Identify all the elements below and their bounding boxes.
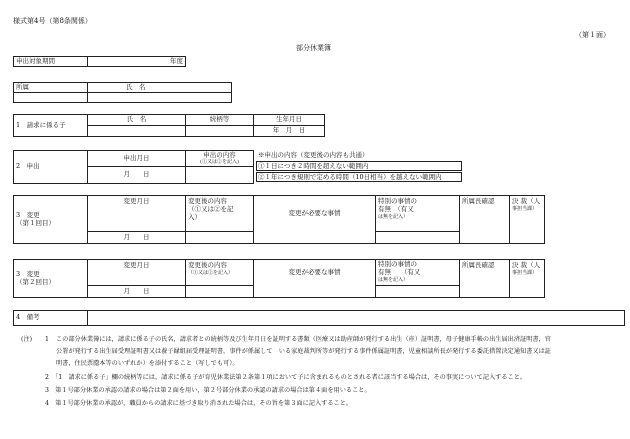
notes-prefix: (注) — [21, 336, 33, 343]
section2-label: 2 申出 — [14, 151, 88, 184]
section1-table — [13, 114, 325, 137]
child-relation-value[interactable] — [186, 126, 254, 137]
change2-chief-header: 所属長確認 — [460, 260, 510, 298]
period-table — [13, 56, 186, 67]
change2-content-header-l2: （①又は②を記入） — [188, 269, 234, 276]
change1-special-l3: は無を記入） — [378, 213, 409, 220]
remarks-label: 4 備考 — [14, 311, 88, 326]
note-1-line-1: この部分休業簿には，請求に係る子の氏名，請求者との続柄等及び生年月日を証明する書類（医療又は助産師が発行する出生（産）証明書，母子健康手帳の出生届出済証明書，官 — [56, 336, 551, 343]
change1-special-l2: 有無 （有又 — [378, 204, 414, 213]
change1-label-line1: 3 変更 — [16, 210, 40, 219]
change1-date-header: 変更月日 — [88, 196, 186, 232]
child-name-header: 氏 名 — [88, 115, 186, 126]
affiliation-label: 所属 — [14, 83, 88, 93]
change1-label-cell — [14, 196, 88, 244]
change1-content-header-l3: 入） — [188, 212, 201, 221]
change2-reason-header: 変更が必要な事情 — [254, 260, 376, 298]
request-content-header-cell — [186, 151, 254, 167]
request-date-value[interactable]: 月 日 — [88, 167, 186, 184]
section4-table — [13, 310, 625, 326]
note-1-line-2: 公署が発行する出生届受理証明書又は養子縁組届受理証明書，事件が係属して いる家庭裁判所等が発行する事件係属証明書，児童相談所長が発行する委託措置決定通知書又は証 — [56, 348, 551, 355]
note-3: 3 第１号部分休業の承認の請求の場合は第２面を用い，第２号部分休業の承認の請求の場合は第４面を用いること。 — [45, 387, 371, 394]
section1-label: 1 請求に係る子 — [14, 115, 88, 137]
note-4: 4 第１号部分休業の承認が，職員からの請求に基づき取り消された場合は，その旨を第３面に記入すること。 — [45, 400, 353, 407]
section3-second-table — [13, 259, 545, 298]
affiliation-table — [13, 82, 232, 103]
change2-label-line1: 3 変更 — [16, 269, 40, 278]
request-option-1: ①１日につき２時間を超えない範囲内 — [258, 162, 369, 170]
page-title: 部分休業簿 — [296, 44, 331, 52]
change1-special-l1: 特別の事情の — [378, 197, 417, 205]
change1-content-header-l1: 変更後の内容 — [188, 197, 227, 205]
change1-decision-header: 決 裁（人 — [512, 197, 541, 205]
affiliation-value[interactable] — [14, 93, 88, 103]
request-option-2: ②１年につき規則で定める時間（10日相当）を越えない範囲内 — [258, 173, 442, 181]
change2-special-l2: 有無 （有又 — [378, 267, 421, 276]
child-name-value[interactable] — [88, 126, 186, 137]
remarks-value[interactable] — [88, 311, 625, 326]
change2-decision-sub: 事担当課） — [512, 269, 538, 276]
change2-special-l1: 特別の事情の — [378, 260, 417, 268]
change1-chief-header: 所属長確認 — [460, 196, 510, 244]
change1-content-value[interactable] — [186, 232, 254, 244]
change2-content-header-l1: 変更後の内容 — [188, 261, 227, 269]
change1-special-value[interactable] — [376, 232, 460, 244]
change1-reason-header: 変更が必要な事情 — [254, 196, 376, 244]
request-content-header: 申出の内容 — [203, 150, 236, 159]
period-label: 申出対象期間 — [14, 57, 88, 67]
request-content-value[interactable] — [186, 167, 254, 184]
name-label: 氏 名 — [126, 82, 146, 91]
change2-special-l3: は無を記入） — [378, 276, 409, 283]
request-option-2-box — [256, 172, 462, 182]
page-label: （第１面） — [575, 31, 610, 39]
change1-decision-cell — [510, 196, 545, 244]
child-relation-header: 続柄等 — [186, 115, 254, 126]
note-2: 2 「1 請求に係る子」欄の続柄等には，請求に係る子が育児休業法第２条第１項において子に含まれるものとされる者に該当する場合は，その事実について記入すること。 — [45, 374, 527, 381]
change1-content-header-cell — [186, 196, 254, 232]
child-birth-value[interactable]: 年 月 日 — [254, 126, 325, 137]
section2-table — [13, 150, 254, 184]
period-value[interactable] — [88, 57, 186, 67]
request-option-1-box — [256, 161, 462, 171]
child-birth-header: 生年月日 — [254, 115, 325, 126]
change2-content-header-cell — [186, 260, 254, 286]
change2-label-cell — [14, 260, 88, 298]
change2-label-line2: （第２回目） — [16, 277, 55, 286]
change1-label-line2: （第１回目） — [16, 218, 55, 227]
request-date-header: 申出月日 — [88, 151, 186, 167]
change1-decision-sub: 事担当課） — [512, 205, 538, 212]
change2-decision-cell — [510, 260, 545, 298]
change2-date-value[interactable]: 月 日 — [88, 286, 186, 298]
change2-decision-header: 決 裁（人 — [512, 261, 541, 269]
request-note-title: ※申出の内容（変更後の内容も共通） — [258, 151, 369, 159]
request-content-sub: (①又は②を記入) — [200, 159, 239, 166]
change2-special-cell — [376, 260, 460, 286]
section3-first-table — [13, 195, 545, 244]
name-label-cell — [88, 83, 232, 93]
note-1-number: 1 — [45, 336, 49, 343]
name-value[interactable] — [88, 93, 232, 103]
change2-date-header: 変更月日 — [88, 260, 186, 286]
change1-date-value[interactable]: 月 日 — [88, 232, 186, 244]
change2-special-value[interactable] — [376, 286, 460, 298]
form-label: 様式第4号（第8条関係） — [13, 17, 92, 25]
change1-content-header-l2: （①又は②を記 — [188, 204, 234, 213]
change1-special-cell — [376, 196, 460, 232]
change2-content-value[interactable] — [186, 286, 254, 298]
period-year-label: 年度 — [170, 56, 183, 65]
note-1-line-3: 明書，住民票謄本等のいずれか）を添付すること（写しでも可）。 — [56, 360, 239, 367]
